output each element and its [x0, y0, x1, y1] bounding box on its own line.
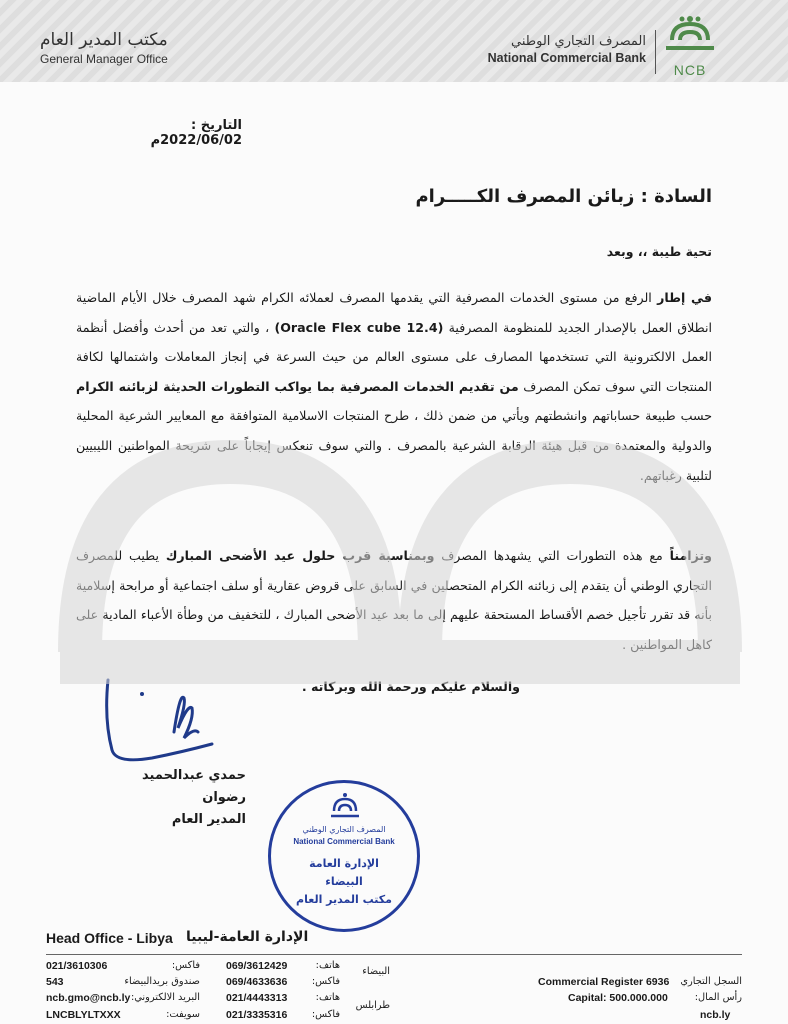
salutation: السادة : زبائن المصرف الكـــــرام: [415, 186, 712, 207]
footer-email-value[interactable]: ncb.gmo@ncb.ly: [46, 992, 131, 1004]
footer-phone-label-1: هاتف:: [315, 960, 340, 971]
footer-head-en: Head Office - Libya: [46, 930, 173, 946]
p2-text-a: مع هذه التطورات التي يشهدها المصرف: [434, 548, 670, 563]
letterhead: [0, 0, 788, 82]
stamp-line-2: البيضاء: [325, 875, 363, 888]
handwritten-signature: [100, 672, 230, 768]
header-divider: [655, 30, 656, 74]
footer-phone-value-3: 021/4443313: [226, 992, 288, 1004]
paragraph-2: [76, 541, 712, 666]
stamp-line-3: مكتب المدير العام: [296, 893, 392, 906]
letter-footer: [0, 920, 788, 1024]
footer-email-label: البريد الالكتروني:: [130, 992, 200, 1003]
p1-text-c: حسب طبيعة حساباتهم وانشطتهم ويأتي من ضمن ذلك ، طرح المنتجات الاسلامية المتوافقة مع المعايير الشرعية المحلية والدولية والمعتمدة من قبل هيئة الرقابة الشرعية بالمصرف . والتي سوف تنعكس إيجاباً على شريحة المواطنين الليبيين لتلبية رغباتهم.: [76, 408, 712, 483]
footer-pobox-value: 543: [46, 976, 64, 988]
greeting: تحية طيبة ،، وبعد: [606, 244, 712, 259]
stamp-line-1: الإدارة العامة: [309, 857, 379, 870]
footer-phone-label-2: فاكس:: [311, 976, 340, 987]
ncb-logo-text: NCB: [673, 62, 707, 78]
p2-lead: وتزامناً: [669, 548, 712, 563]
footer-phone-value-2: 069/4633636: [226, 976, 288, 988]
p1-lead: في إطار: [657, 290, 713, 305]
footer-phone-value-1: 069/3612429: [226, 960, 288, 972]
footer-swift-label: سويفت:: [166, 1009, 200, 1020]
footer-register-ar: السجل التجاري: [680, 976, 742, 987]
signer-name: حمدي عبدالحميد رضوان: [142, 768, 246, 805]
footer-capital-ar: رأس المال:: [694, 992, 742, 1003]
bank-name-en: National Commercial Bank: [487, 51, 646, 65]
p2-text-b: يطيب للمصرف التجاري الوطني أن يتقدم إلى زبائنه الكرام المتحصلين في السابق على قروض عقارية أو سلف اجتماعية أو مرابحة إسلامية بأنه قد تقرر تأجيل خصم الأقساط المستحقة عليهم إلى ما بعد عيد الأضحى المبارك ، للتخفيف من وطأة الأعباء المادية على كاهل المواطنين .: [76, 548, 712, 652]
footer-fax-value: 021/3610306: [46, 960, 108, 972]
closing-line: والسلام عليكم ورحمة الله وبركاته .: [301, 679, 520, 694]
official-stamp: [268, 780, 420, 932]
signer-title: المدير العام: [171, 812, 246, 827]
footer-fax-label: فاكس:: [171, 960, 200, 971]
paragraph-1: [76, 283, 712, 523]
stamp-logo-icon: [328, 791, 362, 823]
footer-head-ar: الإدارة العامة-ليبيا: [186, 929, 309, 945]
ncb-logo: [660, 10, 720, 76]
gm-office-en: General Manager Office: [40, 52, 168, 66]
footer-city-tripoli: طرابلس: [355, 1000, 390, 1011]
letter-date: التاريخ : 2022/06/02م: [150, 118, 242, 148]
p1-text-a: الرفع من مستوى الخدمات المصرفية التي يقدمها المصرف لعملائه الكرام شهد المصرف خلال الأيام الماضية انطلاق العمل بالإصدار الجديد للمنظومة المصرفية: [76, 290, 712, 335]
footer-city-bayda: البيضاء: [362, 966, 390, 977]
p1-emph: من تقديم الخدمات المصرفية بما يواكب التطورات الحديثة لزبائنه الكرام: [76, 378, 519, 394]
footer-website[interactable]: ncb.ly: [700, 1009, 731, 1021]
gm-office-heading: [40, 30, 168, 66]
footer-capital-en: Capital: 500.000.000: [568, 992, 668, 1004]
footer-swift-value: LNCBLYLTXXX: [46, 1009, 121, 1021]
bank-name-ar: المصرف التجاري الوطني: [511, 34, 646, 49]
footer-phone-label-3: هاتف:: [315, 992, 340, 1003]
ncb-logo-icon: [660, 10, 720, 60]
footer-phone-value-4: 021/3335316: [226, 1009, 288, 1021]
signer-block: [96, 765, 246, 831]
footer-register-en: Commercial Register 6936: [538, 976, 670, 988]
stamp-bank-ar: المصرف التجاري الوطني: [302, 825, 386, 834]
bank-name-heading: [488, 34, 646, 65]
p1-text-b: ، والتي تعد من أحدث وأفضل أنظمة العمل الالكترونية التي تستخدمها المصارف على مستوى العالم من حيث السرعة في إنجاز المعاملات واشتمالها لكافة المنتجات التي سوف تمكن المصرف: [76, 319, 712, 394]
stamp-bank-en: National Commercial Bank: [293, 837, 395, 846]
footer-phone-label-4: فاكس:: [311, 1009, 340, 1020]
footer-rule: [46, 954, 742, 955]
p2-emph: وبمناسبة قرب حلول عيد الأضحى المبارك: [165, 548, 435, 563]
p1-product: (Oracle Flex cube 12.4): [274, 319, 444, 335]
gm-office-ar: مكتب المدير العام: [40, 30, 168, 50]
footer-pobox-label: صندوق بريدالبيضاء: [124, 976, 200, 987]
